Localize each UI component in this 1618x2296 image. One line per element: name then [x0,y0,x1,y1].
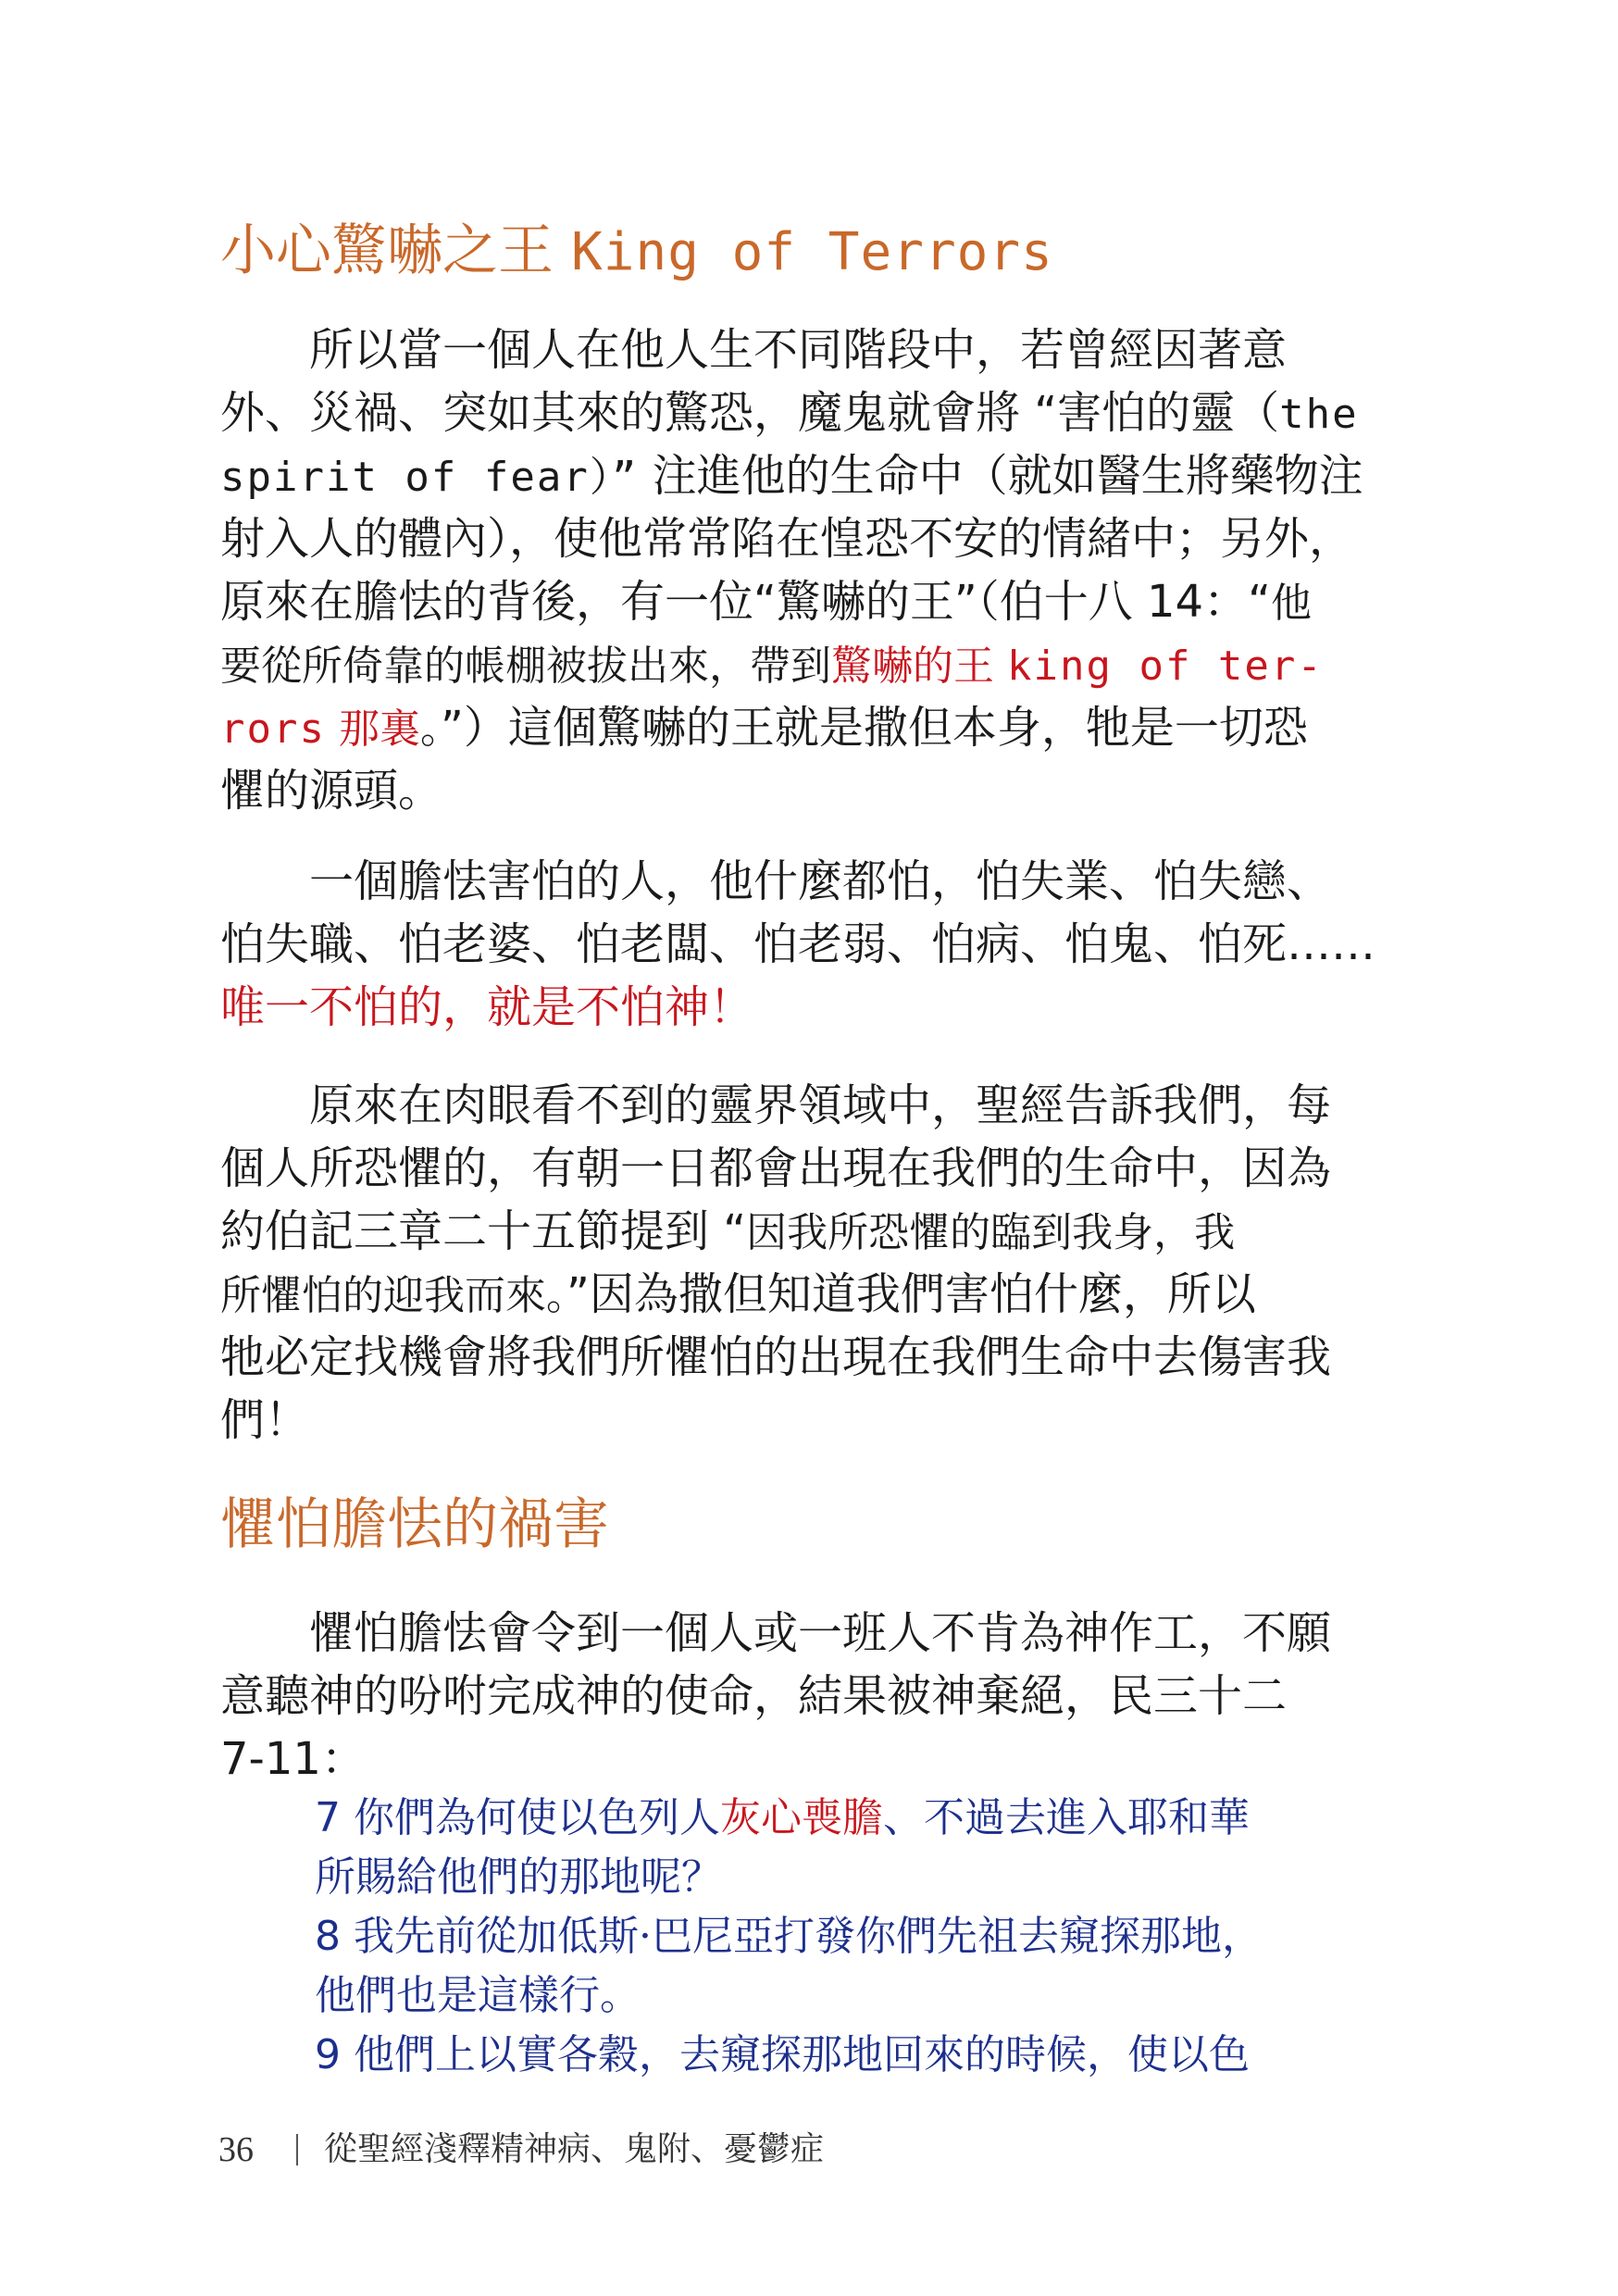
section-heading-en: King of Terrors [571,222,1053,282]
section-heading-king-of-terrors [220,218,1053,285]
paragraph-spirit-of-fear [220,318,1405,822]
scripture-quote: 。 [419,705,441,753]
verse-8-cont: 他們也是這樣行。 [315,1972,641,2019]
highlight-red-en: king of ter- [1007,643,1324,690]
highlight-red-en: rors [220,705,326,753]
section-heading-harm-of-fear: 懼怕膽怯的禍害 [220,1492,609,1557]
text-line [220,633,1405,696]
text-line: 7-11： [220,1733,366,1785]
text-line [220,1263,1405,1326]
text-run: ”因為撒但知道我們害怕什麼，所以 [566,1268,1256,1320]
text-line: 牠必定找機會將我們所懼怕的出現在我們生命中去傷害我 [220,1331,1332,1383]
verse-number: 7 [315,1794,341,1841]
text-run: ”）這個驚嚇的王就是撒但本身，牠是一切恐 [440,702,1308,754]
verse-9 [315,2026,1407,2085]
text-run: 注進他的生命中（就如醫生將藥物注 [638,450,1363,502]
text-line: 懼的源頭。 [220,765,443,817]
verse-text: 你們為何使以色列人 [341,1794,720,1841]
scripture-quote: 因我所恐懼的臨到我身，我 [746,1209,1236,1256]
verse-8 [315,1907,1407,1966]
book-title: 從聖經淺釋精神病、鬼附、憂鬱症 [324,2130,825,2168]
verse-7-cont: 所賜給他們的那地呢？ [315,1853,722,1901]
highlight-red: 驚嚇的王 [831,643,1007,690]
text-line [220,444,1405,507]
paragraph-fearful-person [220,850,1405,1039]
paragraph-spiritual-realm [220,1074,1405,1452]
scripture-quote: 他 [1270,580,1312,627]
section-heading-zh: 小心驚嚇之王 [220,218,554,283]
verse-text: 、不過去進入耶和華 [883,1794,1250,1841]
scripture-verses [315,1789,1407,2085]
text-line: 怕失職、怕老婆、怕老闆、怕老弱、怕病、怕鬼、怕死…… [220,918,1376,970]
verse-number: 9 [315,2031,341,2078]
text-line: 射入人的體內），使他常常陷在惶恐不安的情緒中；另外， [220,513,1354,565]
verse-text: 我先前從加低斯·巴尼亞打發你們先祖去窺探那地， [341,1913,1263,1960]
text-line: 懼怕膽怯會令到一個人或一班人不肯為神作工，不願 [309,1607,1332,1659]
verse-text: 他們上以實各穀，去窺探那地回來的時候，使以色 [341,2031,1250,2078]
text-line: 個人所恐懼的，有朝一日都會出現在我們的生命中，因為 [220,1142,1332,1194]
text-line: 一個膽怯害怕的人，他什麼都怕，怕失業、怕失戀、 [309,855,1332,907]
highlight-red: 灰心喪膽 [720,1794,883,1841]
text-line: 意聽神的吩咐完成神的使命，結果被神棄絕，民三十二 [220,1670,1288,1722]
text-line [220,696,1405,759]
paragraph-harm-of-fear [220,1602,1405,1791]
text-line [220,1200,1405,1263]
page-number: 36 [218,2130,254,2169]
text-line: 們！ [220,1394,310,1446]
highlight-red-line: 唯一不怕的，就是不怕神！ [220,981,754,1033]
text-line: 所以當一個人在他人生不同階段中，若曾經因著意 [309,324,1288,376]
text-run-en: the [1279,391,1359,438]
page-footer [218,2128,824,2172]
text-line: 原來在肉眼看不到的靈界領域中，聖經告訴我們，每 [309,1079,1332,1131]
text-run-en: spirit of fear）” [220,454,639,501]
verse-7 [315,1789,1407,1848]
verse-number: 8 [315,1913,341,1960]
text-line [220,381,1405,444]
highlight-red: 那裏 [325,705,420,753]
text-run: 原來在膽怯的背後，有一位“驚嚇的王”（伯十八 14：“ [220,576,1271,628]
text-line [220,570,1405,633]
scripture-quote: 要從所倚靠的帳棚被拔出來，帶到 [220,643,831,690]
scripture-quote: 所懼怕的迎我而來。 [220,1272,566,1319]
text-run: 外、災禍、突如其來的驚恐，魔鬼就會將 “害怕的靈（ [220,387,1280,439]
text-run: 約伯記三章二十五節提到 “ [220,1205,747,1257]
footer-divider [296,2134,298,2165]
